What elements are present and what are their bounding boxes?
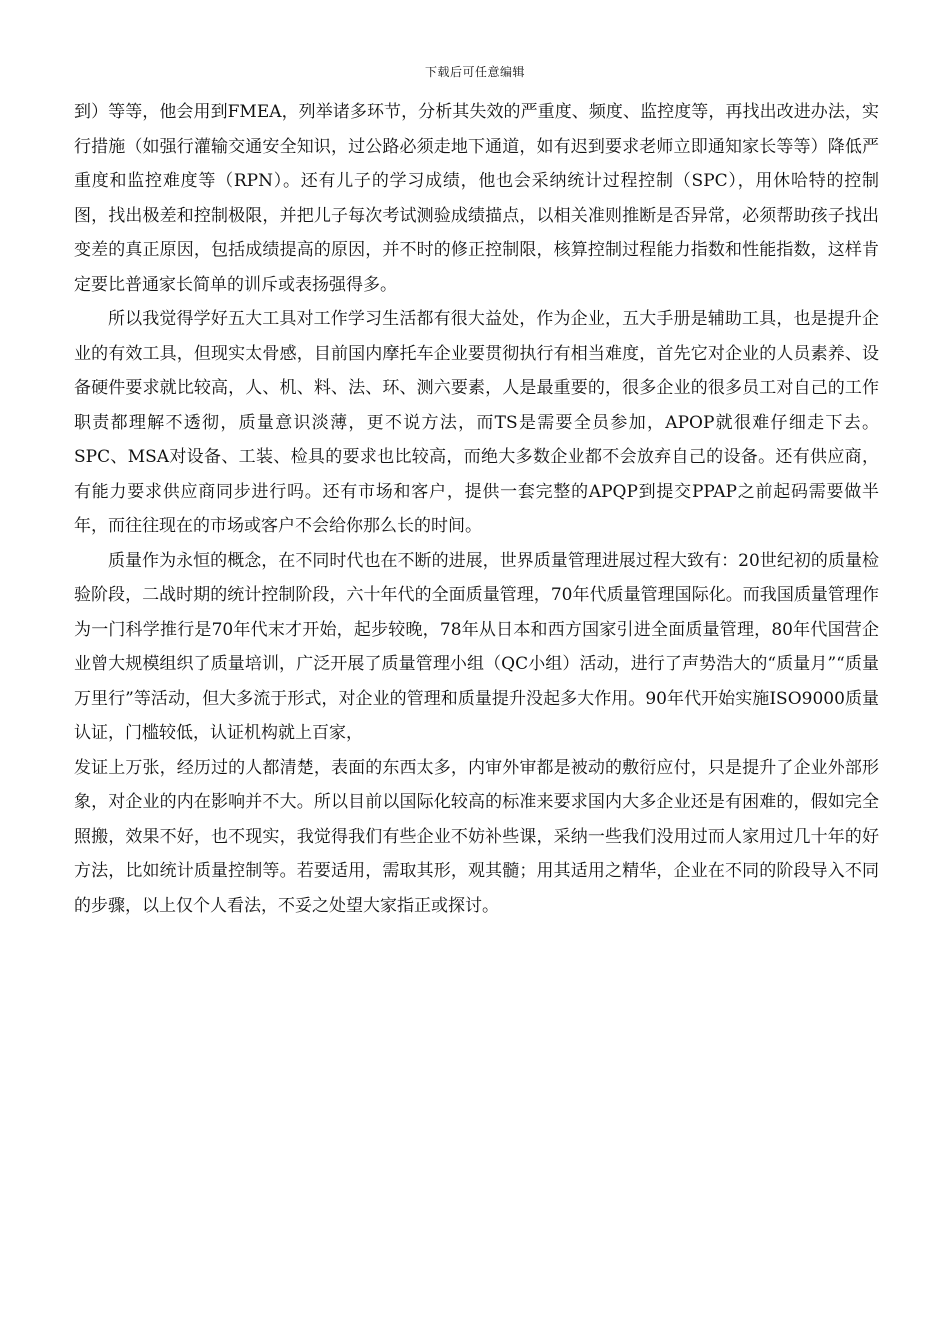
page-header: 下载后可任意编辑: [424, 65, 525, 79]
paragraph-4: 发证上万张，经历过的人都清楚，表面的东西太多，内审外审都是被动的敷衍应付，只是提升了企业外部形象，对企业的内在影响并不大。所以目前以国际化较高的标准来要求国内大多企业还是有困难的，假如完全照搬，效果不好，也不现实，我觉得我们有些企业不妨补些课，采纳一些我们没用过而人家用过几十年的好方法，比如统计质量控制等。若要适用，需取其形，观其髓；用其适用之精华，企业在不同的阶段导入不同的步骤，以上仅个人看法，不妥之处望大家指正或探讨。: [74, 757, 879, 916]
paragraph-2: 所以我觉得学好五大工具对工作学习生活都有很大益处，作为企业，五大手册是辅助工具，也是提升企业的有效工具，但现实太骨感，目前国内摩托车企业要贯彻执行有相当难度，首先它对企业的人员素养、设备硬件要求就比较高，人、机、料、法、环、测六要素，人是最重要的，很多企业的很多员工对自己的工作职责都理解不透彻，质量意识淡薄，更不说方法，而TS是需要全员参加，APOP就很难仔细走下去。SPC、MSA对设备、工装、检具的要求也比较高，而绝大多数企业都不会放弃自己的设备。还有供应商，有能力要求供应商同步进行吗。还有市场和客户，提供一套完整的APQP到提交PPAP之前起码需要做半年，而往往现在的市场或客户不会给你那么长的时间。: [74, 309, 879, 536]
paragraph-3: 质量作为永恒的概念，在不同时代也在不断的进展，世界质量管理进展过程大致有：20世纪初的质量检验阶段，二战时期的统计控制阶段，六十年代的全面质量管理，70年代质量管理国际化。而我国质量管理作为一门科学推行是70年代末才开始，起步较晚，78年从日本和西方国家引进全面质量管理，80年代国营企业曾大规模组织了质量培训，广泛开展了质量管理小组（QC小组）活动，进行了声势浩大的“质量月”“质量万里行”等活动，但大多流于形式，对企业的管理和质量提升没起多大作用。90年代开始实施ISO9000质量认证，门槛较低，认证机构就上百家，: [74, 550, 879, 743]
document-body: [74, 95, 879, 923]
paragraph-1: 到）等等，他会用到FMEA，列举诸多环节，分析其失效的严重度、频度、监控度等，再找出改进办法，实行措施（如强行灌输交通安全知识，过公路必须走地下通道，如有迟到要求老师立即通知家长等等）降低严重度和监控难度等（RPN）。还有儿子的学习成绩，他也会采纳统计过程控制（SPC），用休哈特的控制图，找出极差和控制极限，并把儿子每次考试测验成绩描点，以相关准则推断是否异常，必须帮助孩子找出变差的真正原因，包括成绩提高的原因，并不时的修正控制限，核算控制过程能力指数和性能指数，这样肯定要比普通家长简单的训斥或表扬强得多。: [74, 102, 880, 295]
